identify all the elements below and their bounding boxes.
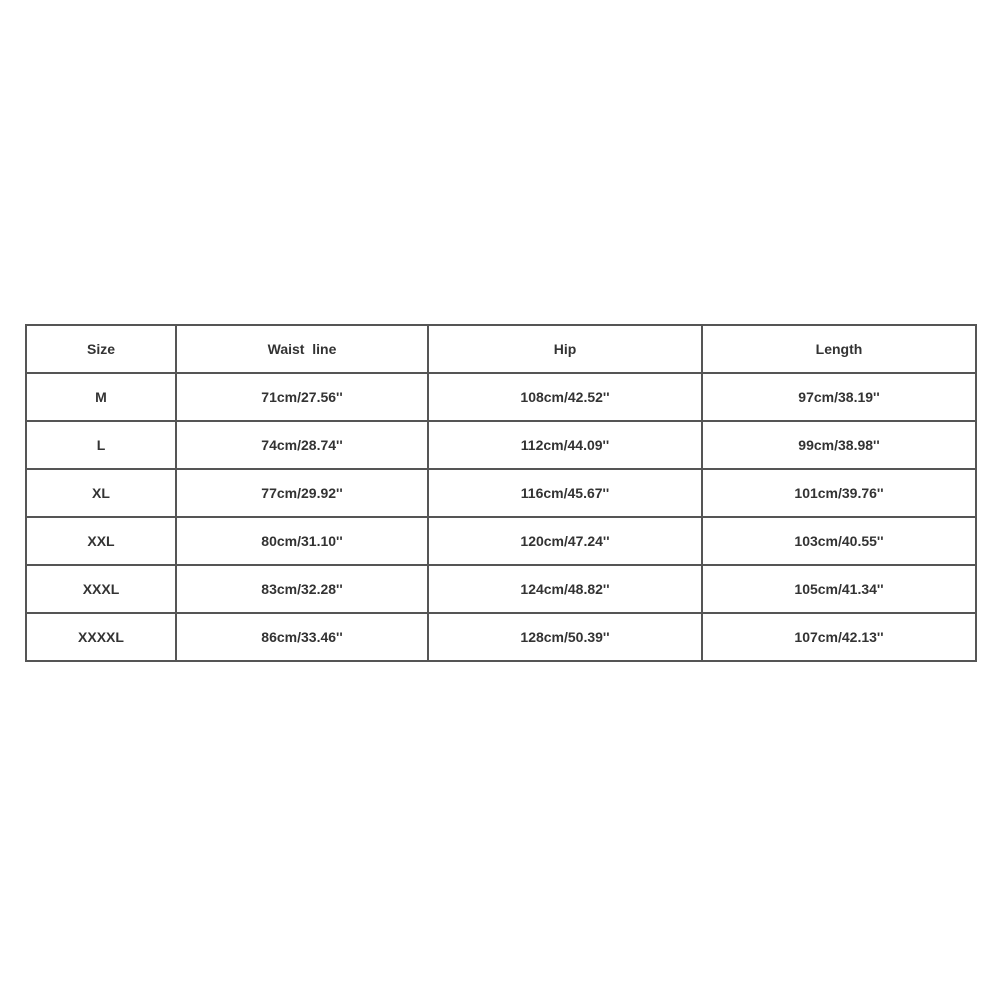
cell-waist-line: 83cm/32.28'' xyxy=(176,565,428,613)
cell-waist-line: 71cm/27.56'' xyxy=(176,373,428,421)
cell-size: XL xyxy=(26,469,176,517)
cell-waist-line: 77cm/29.92'' xyxy=(176,469,428,517)
cell-waist-line: 80cm/31.10'' xyxy=(176,517,428,565)
cell-hip: 108cm/42.52'' xyxy=(428,373,702,421)
table-row xyxy=(26,613,976,661)
cell-length: 99cm/38.98'' xyxy=(702,421,976,469)
header-size: Size xyxy=(26,325,176,373)
header-waist-line: Waist line xyxy=(176,325,428,373)
cell-waist-line: 74cm/28.74'' xyxy=(176,421,428,469)
cell-hip: 116cm/45.67'' xyxy=(428,469,702,517)
cell-waist-line: 86cm/33.46'' xyxy=(176,613,428,661)
cell-size: XXXXL xyxy=(26,613,176,661)
table-row xyxy=(26,517,976,565)
header-row xyxy=(26,325,976,373)
header-hip: Hip xyxy=(428,325,702,373)
table-row xyxy=(26,469,976,517)
table-row xyxy=(26,373,976,421)
cell-hip: 112cm/44.09'' xyxy=(428,421,702,469)
cell-hip: 120cm/47.24'' xyxy=(428,517,702,565)
cell-length: 107cm/42.13'' xyxy=(702,613,976,661)
cell-length: 105cm/41.34'' xyxy=(702,565,976,613)
table-row xyxy=(26,421,976,469)
cell-hip: 124cm/48.82'' xyxy=(428,565,702,613)
cell-hip: 128cm/50.39'' xyxy=(428,613,702,661)
cell-length: 97cm/38.19'' xyxy=(702,373,976,421)
size-chart-table xyxy=(25,324,977,662)
cell-size: XXL xyxy=(26,517,176,565)
cell-length: 101cm/39.76'' xyxy=(702,469,976,517)
header-length: Length xyxy=(702,325,976,373)
cell-size: L xyxy=(26,421,176,469)
cell-size: M xyxy=(26,373,176,421)
cell-size: XXXL xyxy=(26,565,176,613)
table-row xyxy=(26,565,976,613)
cell-length: 103cm/40.55'' xyxy=(702,517,976,565)
